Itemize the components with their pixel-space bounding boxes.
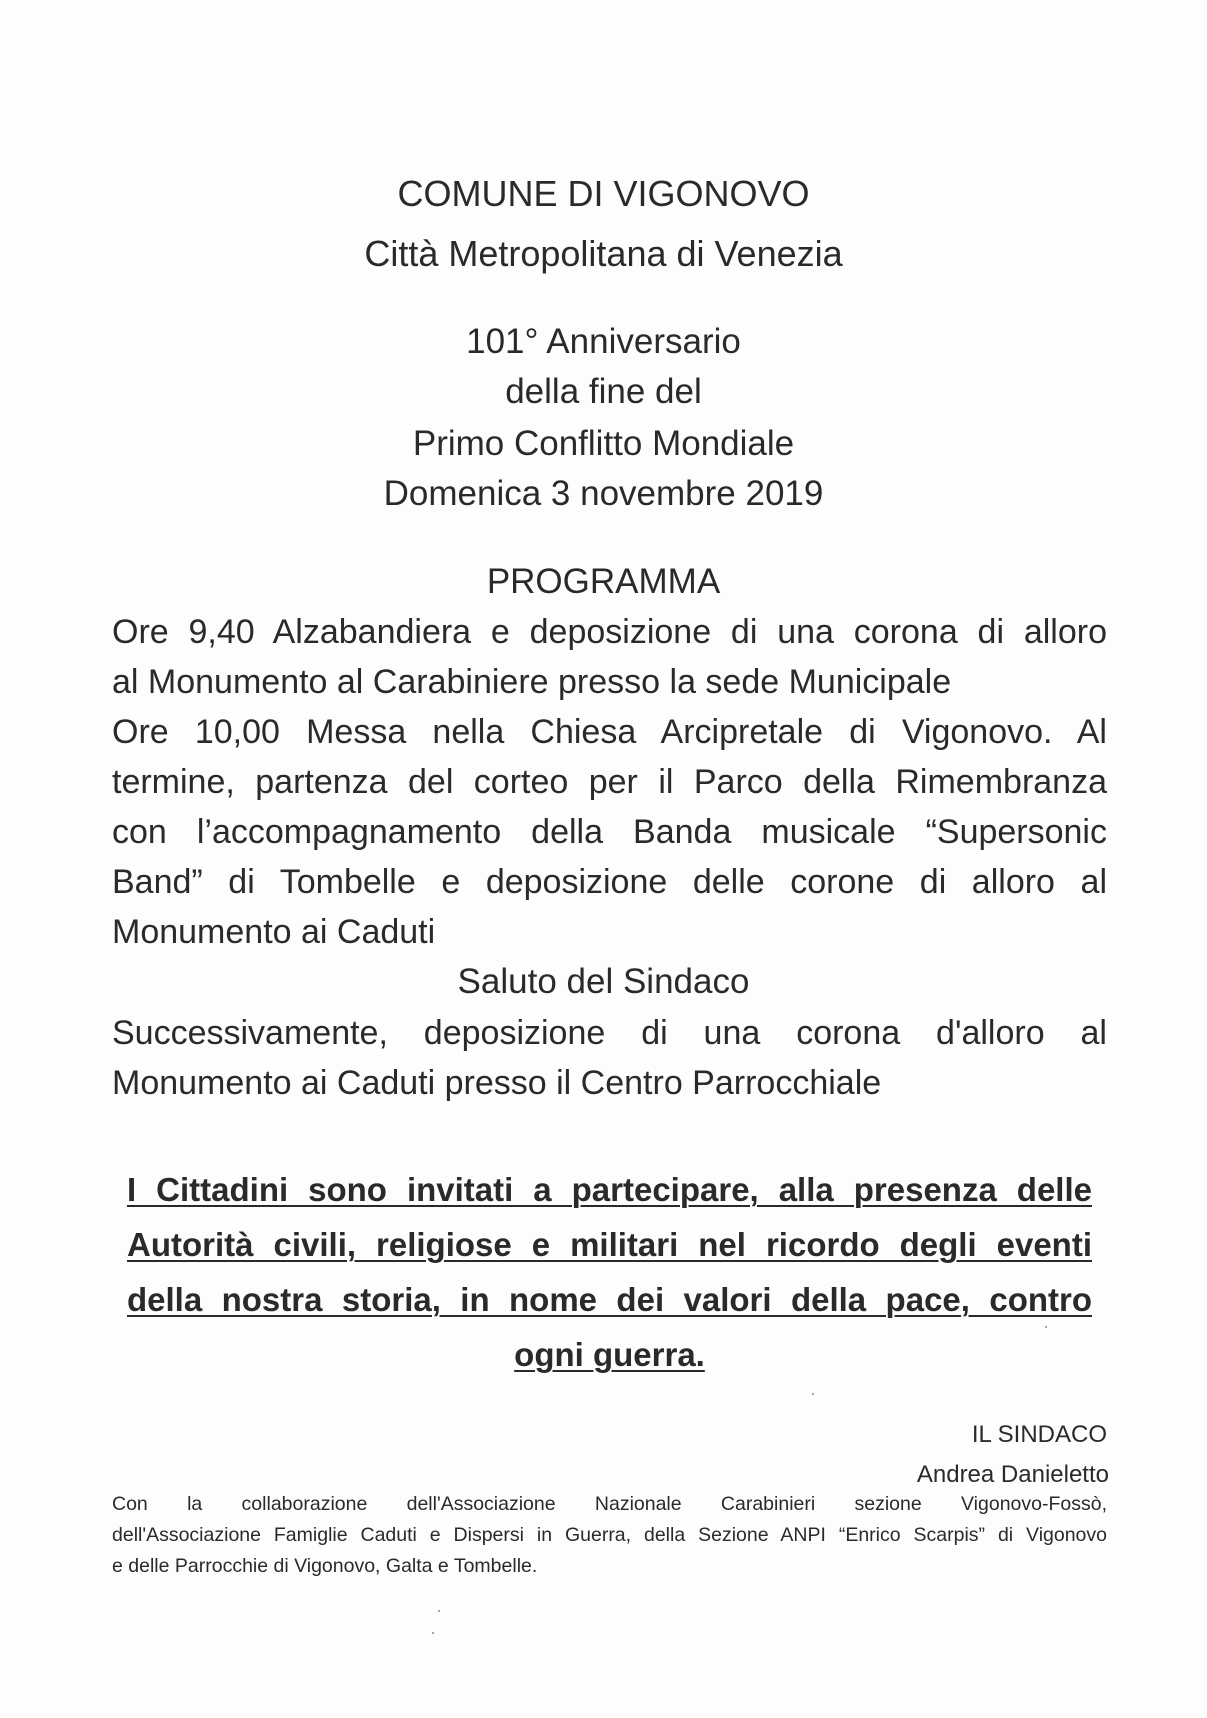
scan-speck: [812, 1393, 814, 1395]
programma-line: Ore 10,00 Messa nella Chiesa Arcipretale di Vigonovo. Al: [112, 713, 1107, 751]
programma-after-line: Monumento ai Caduti presso il Centro Parrocchiale: [112, 1064, 882, 1102]
invito-line: Autorità civili, religiose e militari nel ricordo degli eventi: [127, 1226, 1092, 1263]
saluto-sindaco: Saluto del Sindaco: [457, 962, 750, 1001]
programma-line: termine, partenza del corteo per il Parco della Rimembranza: [112, 763, 1107, 801]
scan-speck: [438, 1610, 440, 1612]
programma-line: con l’accompagnamento della Banda musicale “Supersonic: [112, 813, 1107, 851]
footer-line: e delle Parrocchie di Vigonovo, Galta e Tombelle.: [112, 1555, 538, 1577]
event-date: Domenica 3 novembre 2019: [383, 474, 824, 513]
footer-line: dell'Associazione Famiglie Caduti e Dispersi in Guerra, della Sezione ANPI “Enrico Scarpis” di Vigonovo: [112, 1524, 1107, 1546]
programma-after-line: Successivamente, deposizione di una corona d'alloro al: [112, 1014, 1107, 1052]
footer-line: Con la collaborazione dell'Associazione Nazionale Carabinieri sezione Vigonovo-Fossò,: [112, 1493, 1107, 1515]
invito-line: della nostra storia, in nome dei valori della pace, contro: [127, 1281, 1092, 1318]
municipality-subtitle: Città Metropolitana di Venezia: [364, 233, 843, 274]
signature-role: IL SINDACO: [971, 1421, 1107, 1448]
event-line-3: Primo Conflitto Mondiale: [412, 424, 795, 463]
programma-title: PROGRAMMA: [486, 562, 721, 601]
programma-line: Ore 9,40 Alzabandiera e deposizione di una corona di alloro: [112, 613, 1107, 651]
invito-line: I Cittadini sono invitati a partecipare, alla presenza delle: [127, 1171, 1092, 1208]
programma-line: Monumento ai Caduti: [112, 913, 436, 951]
municipality-title: COMUNE DI VIGONOVO: [397, 173, 810, 214]
scan-speck: [432, 1632, 434, 1634]
scan-speck: [1045, 1326, 1047, 1328]
event-line-2: della fine del: [505, 372, 702, 411]
programma-line: Band” di Tombelle e deposizione delle corone di alloro al: [112, 863, 1107, 901]
invito-line: ogni guerra.: [514, 1336, 705, 1373]
event-anniversary: 101° Anniversario: [466, 322, 741, 361]
programma-line: al Monumento al Carabiniere presso la sede Municipale: [112, 663, 952, 701]
signature-name: Andrea Danieletto: [916, 1461, 1109, 1488]
